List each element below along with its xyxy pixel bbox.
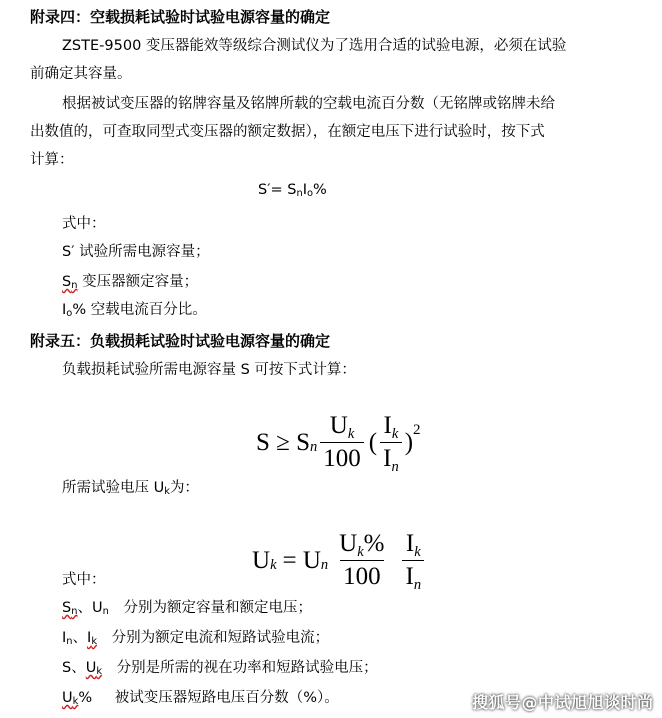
appendix5-def2: In、Ik 分别为额定电流和短路试验电流； (62, 630, 330, 648)
ik-over-in-fraction: $\frac{I_k}{I_n}$ (380, 412, 402, 473)
appendix4-def1: S′ 试验所需电源容量； (62, 244, 210, 260)
ik-over-in-fraction-2: $\frac{I_k}{I_n}$ (402, 530, 424, 591)
appendix4-para2-line3: 计算： (30, 152, 74, 168)
appendix4-para2-line2: 出数值的，可查取同型式变压器的额定数据），在额定电压下进行试验时，按下式 (30, 124, 545, 140)
voltage-label: 所需试验电压 Uk为： (62, 480, 199, 498)
appendix4-def2: Sn 变压器额定容量； (62, 274, 199, 292)
load-capacity-formula: S ≥ S n $\frac{U_k}{100}$ ( $\frac{I_k}{I_n}$ ) 2 (256, 412, 421, 476)
appendix4-para1-line2: 前确定其容量。 (30, 66, 132, 82)
appendix4-where-label: 式中： (62, 216, 106, 232)
watermark: 搜狐号@中试旭旭谈时尚 (472, 693, 654, 712)
appendix4-title: 附录四：空载损耗试验时试验电源容量的确定 (30, 8, 331, 26)
appendix5-def4: Uk% 被试变压器短路电压百分数（%）。 (62, 690, 339, 708)
appendix5-where-label: 式中： (62, 572, 106, 588)
appendix4-para1-line1: ZSTE-9500 变压器能效等级综合测试仪为了选用合适的试验电源，必须在试验 (62, 38, 567, 54)
appendix5-title: 附录五：负载损耗试验时试验电源容量的确定 (30, 332, 331, 350)
appendix5-intro: 负载损耗试验所需电源容量 S 可按下式计算： (62, 362, 356, 378)
appendix4-para2-line1: 根据被试变压器的铭牌容量及铭牌所载的空载电流百分数（无铭牌或铭牌未给 (62, 96, 555, 112)
uk-percent-over-100-fraction: $\frac{U_k\%}{100}$ (339, 530, 385, 590)
appendix4-formula: S′= SnIo% (258, 182, 327, 200)
appendix5-def3: S、Uk 分别是所需的视在功率和短路试验电压； (62, 660, 378, 678)
uk-over-100-fraction: $\frac{U_k}{100}$ (320, 412, 364, 473)
appendix5-def1: Sn、Un 分别为额定容量和额定电压； (62, 600, 312, 618)
voltage-formula: U k = U n $\frac{U_k\%}{100}$ $\frac{I_k}{I_n}$ (252, 530, 427, 591)
appendix4-def3: Io% 空载电流百分比。 (62, 302, 207, 320)
